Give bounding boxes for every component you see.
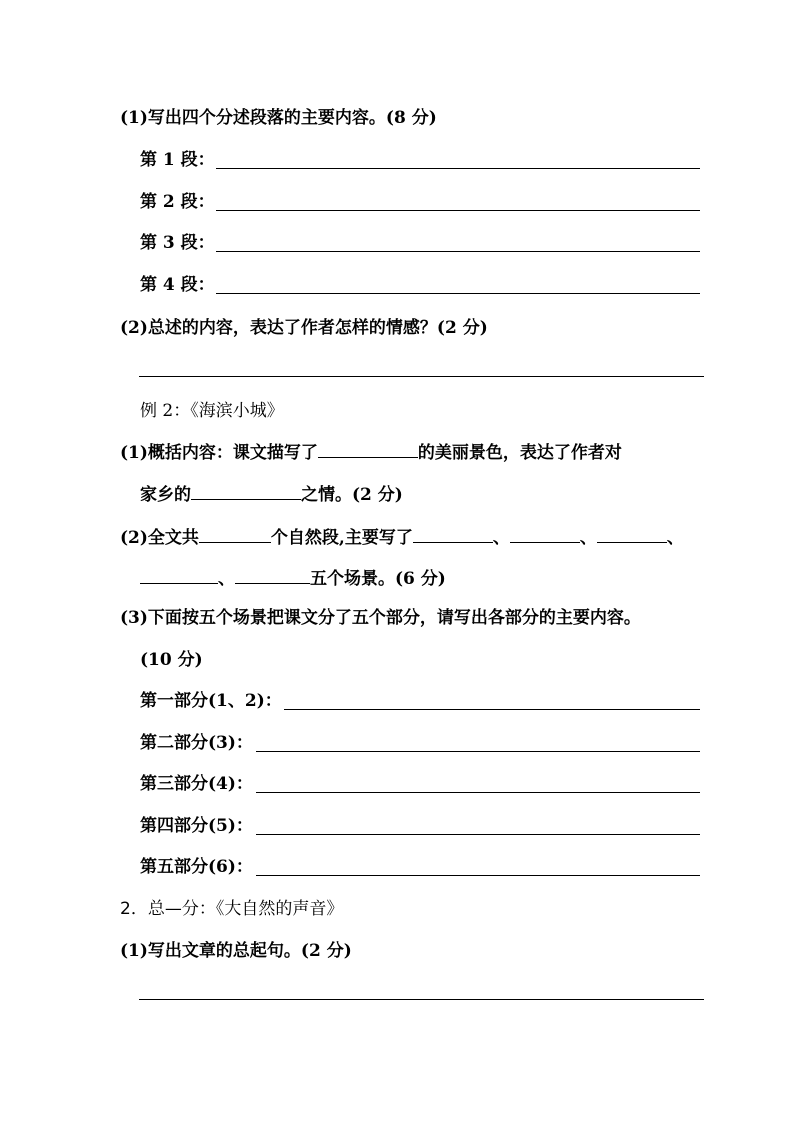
blank-scene-4[interactable] (140, 565, 218, 584)
q1-text-d: 之情。(2 分) (301, 485, 403, 505)
answer-line-q1-2[interactable] (139, 376, 704, 377)
example-2-q2-line1 (120, 524, 684, 550)
question-1-2: (2)总述的内容，表达了作者怎样的情感？(2 分) (120, 318, 488, 338)
answer-line-para-3[interactable] (216, 251, 700, 252)
example-2-q3-score: (10 分) (140, 650, 203, 670)
answer-line-part-4[interactable] (256, 834, 700, 835)
answer-line-para-2[interactable] (216, 210, 700, 211)
q2-text-a: (2)全文共 (120, 528, 199, 548)
para-2-label: 第 2 段： (140, 192, 215, 212)
para-3-label: 第 3 段： (140, 233, 215, 253)
part-2-label: 第二部分(3)： (140, 733, 253, 753)
sep-3: 、 (666, 528, 684, 548)
blank-scene-1[interactable] (413, 524, 493, 543)
q2-text-end: 五个场景。(6 分) (310, 569, 446, 589)
part-1-label: 第一部分(1、2)： (140, 691, 282, 711)
blank-scene-2[interactable] (510, 524, 580, 543)
answer-line-part-1[interactable] (284, 709, 700, 710)
example-2-title: 例 2：《海滨小城》 (140, 401, 284, 421)
example-2-q1-line1 (120, 439, 622, 465)
example-2-q1-line2 (140, 481, 403, 507)
blank-paragraph-count[interactable] (199, 524, 271, 543)
question-1-1: (1)写出四个分述段落的主要内容。(8 分) (120, 108, 437, 128)
q1-text-b: 的美丽景色，表达了作者对 (417, 443, 622, 463)
para-4-label: 第 4 段： (140, 275, 215, 295)
answer-line-para-1[interactable] (216, 168, 700, 169)
answer-line-part-5[interactable] (256, 875, 700, 876)
blank-scene-5[interactable] (235, 565, 310, 584)
blank-scenery[interactable] (318, 439, 418, 458)
blank-feeling[interactable] (191, 481, 301, 500)
example-2-q3: (3)下面按五个场景把课文分了五个部分，请写出各部分的主要内容。 (120, 608, 641, 628)
q1-text-a: (1)概括内容：课文描写了 (120, 443, 318, 463)
section-2-heading: 2．总—分：《大自然的声音》 (120, 899, 344, 919)
sep-2: 、 (579, 528, 597, 548)
section-2-q1: (1)写出文章的总起句。(2 分) (120, 941, 352, 961)
example-2-q2-line2 (140, 565, 446, 591)
q2-text-b: 个自然段,主要写了 (270, 528, 413, 548)
blank-scene-3[interactable] (597, 524, 667, 543)
sep-4: 、 (218, 569, 235, 589)
para-1-label: 第 1 段： (140, 150, 215, 170)
q1-text-c: 家乡的 (140, 485, 191, 505)
part-5-label: 第五部分(6)： (140, 857, 253, 877)
answer-line-part-3[interactable] (256, 792, 700, 793)
answer-line-section-2-q1[interactable] (139, 999, 704, 1000)
part-3-label: 第三部分(4)： (140, 774, 253, 794)
sep-1: 、 (492, 528, 510, 548)
answer-line-para-4[interactable] (216, 293, 700, 294)
answer-line-part-2[interactable] (256, 751, 700, 752)
part-4-label: 第四部分(5)： (140, 816, 253, 836)
